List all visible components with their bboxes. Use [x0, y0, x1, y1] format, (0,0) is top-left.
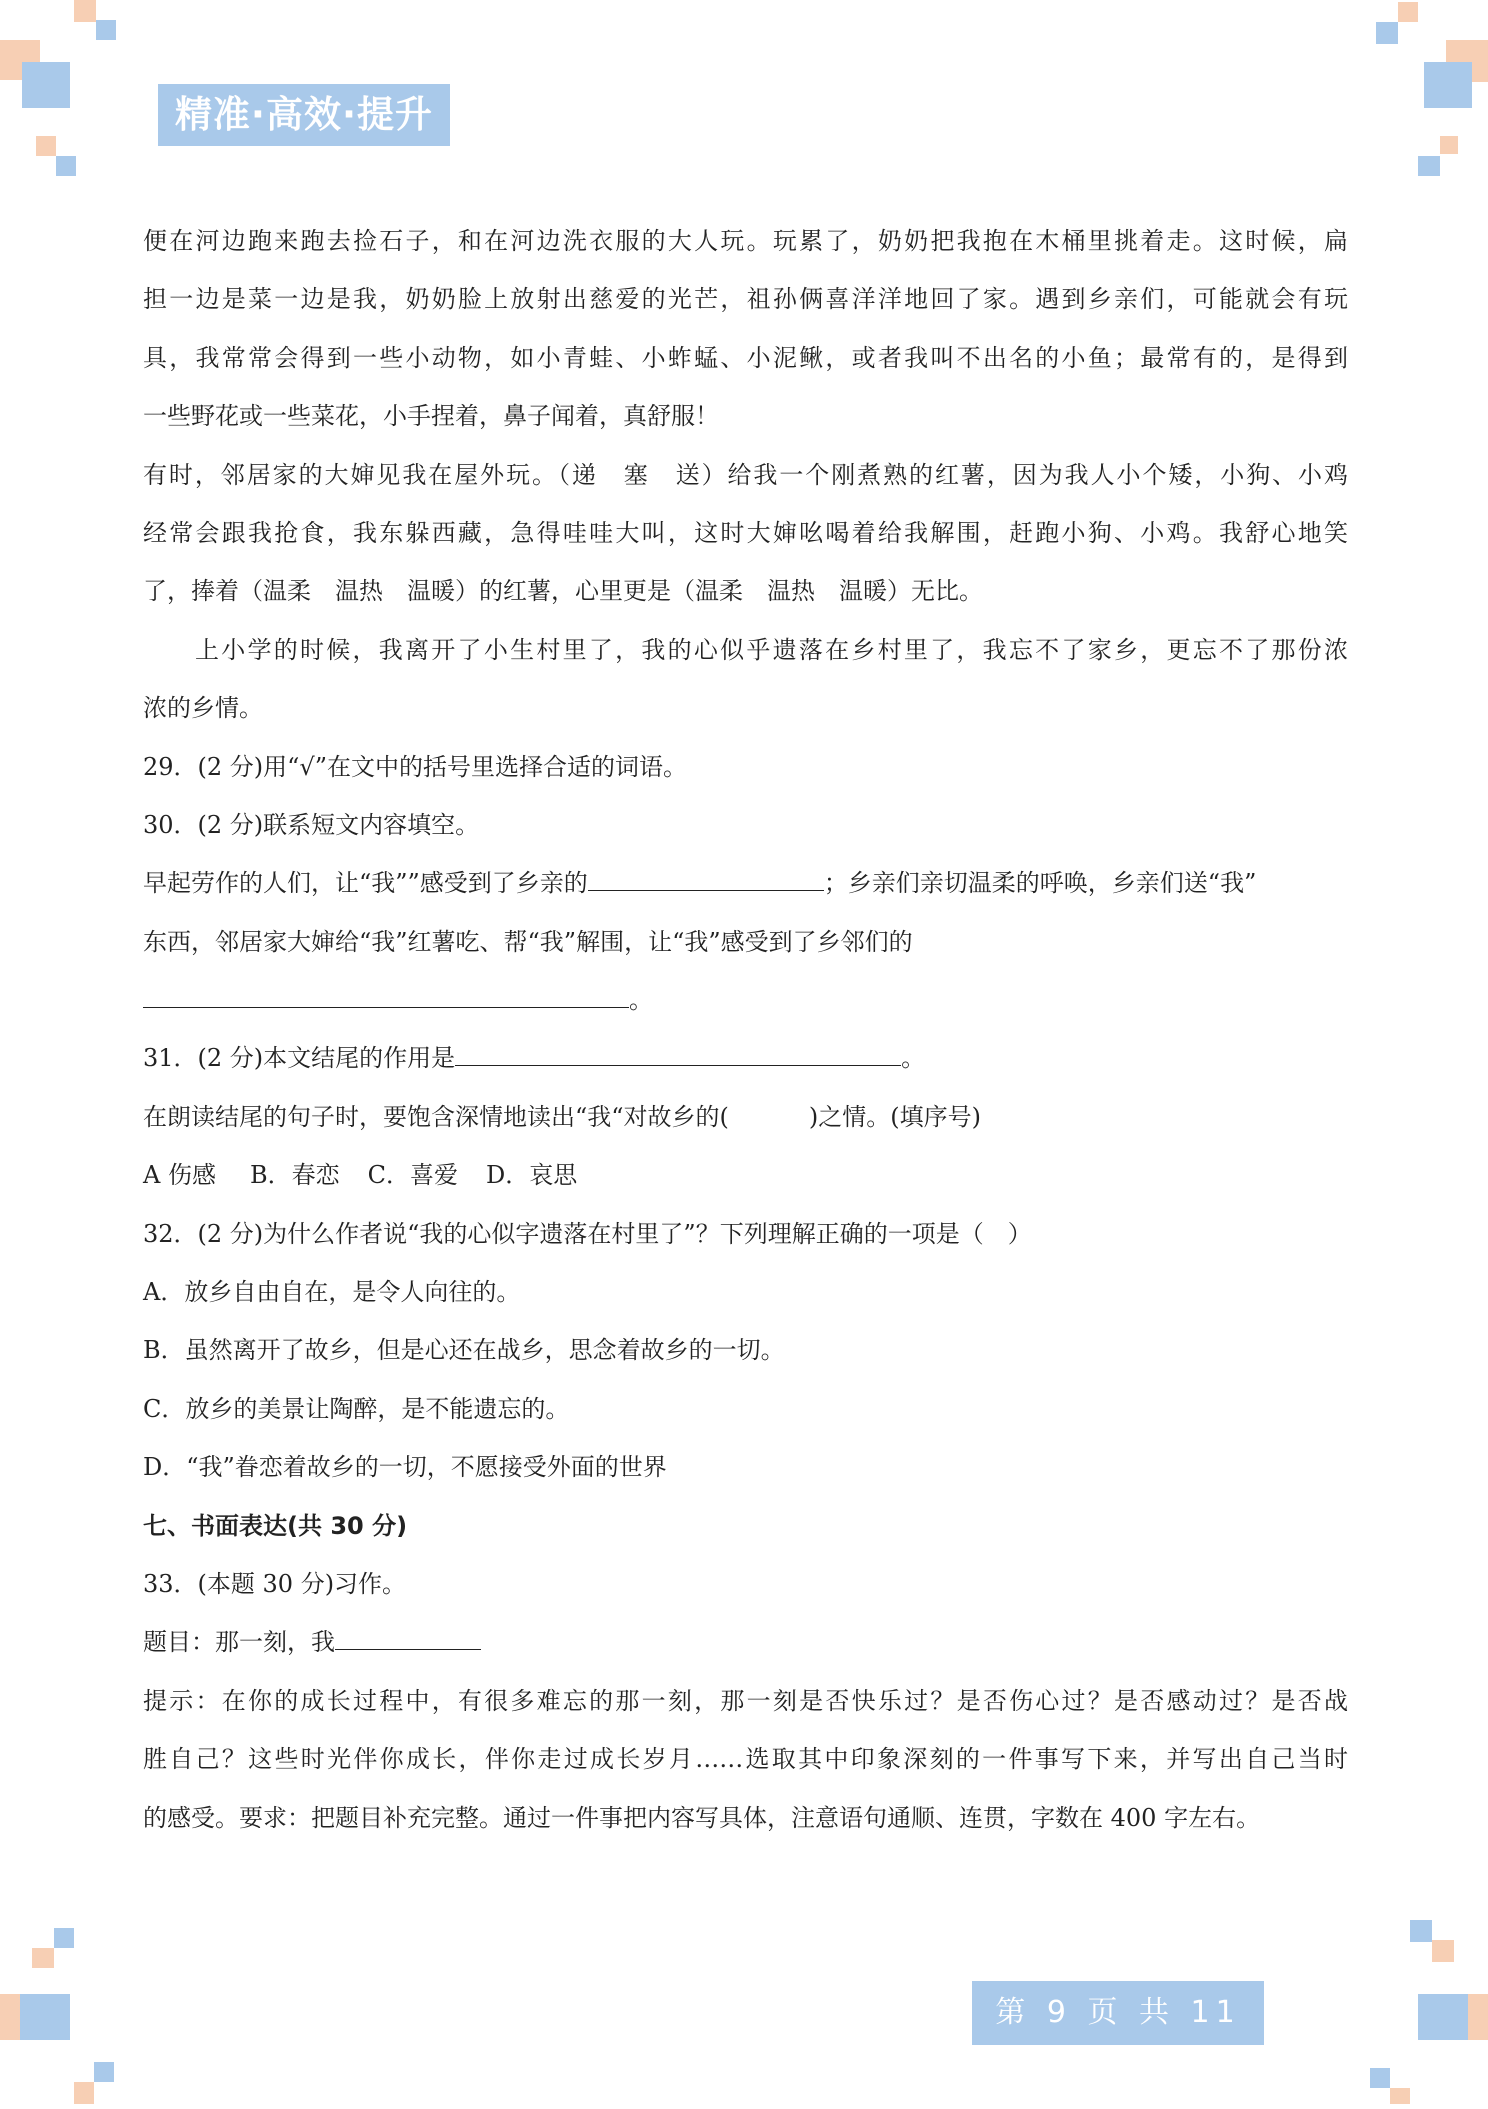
header-banner: 精准·高效·提升: [158, 84, 450, 146]
passage-line: 了，捧着（温柔 温热 温暖）的红薯，心里更是（温柔 温热 温暖）无比。: [143, 577, 983, 606]
passage-line: 便在河边跑来跑去捡石子，和在河边洗衣服的大人玩。玩累了，奶奶把我抱在木桶里挑着走。这时候，扁: [143, 227, 1348, 255]
question-32: 32．(2 分)为什么作者说“我的心似字遗落在村里了”？下列理解正确的一项是（ ）: [143, 1219, 1032, 1248]
question-31: [143, 1029, 1348, 1087]
question-30-text: 早起劳作的人们，让“我””感受到了乡亲的: [143, 869, 588, 898]
essay-hint-line: 胜自己？这些时光伴你成长，伴你走过成长岁月……选取其中印象深刻的一件事写下来，并写出自己当时: [143, 1745, 1348, 1774]
passage-line: 担一边是菜一边是我，奶奶脸上放射出慈爱的光芒，祖孙俩喜洋洋地回了家。遇到乡亲们，可能就会有玩: [143, 285, 1348, 314]
period: 。: [629, 986, 653, 1015]
option-b[interactable]: B．春恋: [249, 1161, 340, 1190]
question-30-line-3: [143, 971, 1348, 1029]
passage-line: 一些野花或一些菜花，小手捏着，鼻子闻着，真舒服！: [143, 402, 719, 431]
question-33: 33．(本题 30 分)习作。: [143, 1569, 407, 1598]
answer-blank[interactable]: [588, 860, 824, 891]
passage-line: 有时，邻居家的大婶见我在屋外玩。（递 塞 送）给我一个刚煮熟的红薯，因为我人小个矮，小狗、小鸡: [143, 460, 1348, 489]
question-31-text: 31．(2 分)本文结尾的作用是: [143, 1044, 456, 1073]
passage: [143, 212, 1348, 738]
essay-title: [143, 1613, 1348, 1671]
essay-hint-line: 的感受。要求：把题目补充完整。通过一件事把内容写具体，注意语句通顺、连贯，字数在 400 字左右。: [143, 1803, 1261, 1832]
question-30-line-1: [143, 854, 1348, 912]
passage-line: 上小学的时候，我离开了小生村里了，我的心似乎遗落在乡村里了，我忘不了家乡，更忘不了那份浓: [195, 635, 1348, 664]
passage-line: 浓的乡情。: [143, 694, 263, 723]
question-30-text: ；乡亲们亲切温柔的呼唤，乡亲们送“我”: [823, 869, 1257, 898]
question-31-reading: [143, 1088, 1348, 1146]
question-32-option-b[interactable]: B．虽然离开了故乡，但是心还在战乡，思念着故乡的一切。: [143, 1336, 785, 1365]
question-32-option-a[interactable]: A．放乡自由自在，是令人向往的。: [143, 1278, 521, 1307]
option-c[interactable]: C．喜爱: [367, 1161, 458, 1190]
option-d[interactable]: D．哀思: [485, 1161, 578, 1190]
question-29: 29．(2 分)用“√”在文中的括号里选择合适的词语。: [143, 752, 687, 781]
page-number-footer: 第 9 页 共 11 页: [972, 1981, 1264, 2045]
answer-blank[interactable]: [455, 1035, 901, 1066]
passage-line: 经常会跟我抢食，我东躲西藏，急得哇哇大叫，这时大婶吆喝着给我解围，赶跑小狗、小鸡。我舒心地笑: [143, 518, 1348, 547]
question-31-text: )之情。(填序号): [808, 1102, 981, 1131]
question-30-line-2: 东西，邻居家大婶给“我”红薯吃、帮“我”解围，让“我”感受到了乡邻们的: [143, 927, 913, 956]
option-a[interactable]: A 伤感: [143, 1161, 216, 1190]
question-30: 30．(2 分)联系短文内容填空。: [143, 810, 480, 839]
essay-hint-line: 提示：在你的成长过程中，有很多难忘的那一刻，那一刻是否快乐过？是否伤心过？是否感动过？是否战: [143, 1686, 1348, 1715]
essay-title-blank[interactable]: [335, 1619, 481, 1650]
section-7-heading: 七、书面表达(共 30 分): [143, 1511, 408, 1540]
question-31-options: [143, 1146, 1348, 1204]
answer-blank[interactable]: [143, 977, 629, 1008]
question-32-option-c[interactable]: C．放乡的美景让陶醉，是不能遗忘的。: [143, 1394, 570, 1423]
passage-line: 具，我常常会得到一些小动物，如小青蛙、小蚱蜢、小泥鳅，或者我叫不出名的小鱼；最常有的，是得到: [143, 343, 1348, 372]
question-31-text: 在朗读结尾的句子时，要饱含深情地读出“我“对故乡的(: [143, 1102, 729, 1131]
essay-title-label: 题目：那一刻，我: [143, 1628, 335, 1657]
question-32-option-d[interactable]: D．“我”眷恋着故乡的一切，不愿接受外面的世界: [143, 1453, 667, 1482]
period: 。: [901, 1044, 926, 1073]
document-body: [143, 212, 1348, 1847]
